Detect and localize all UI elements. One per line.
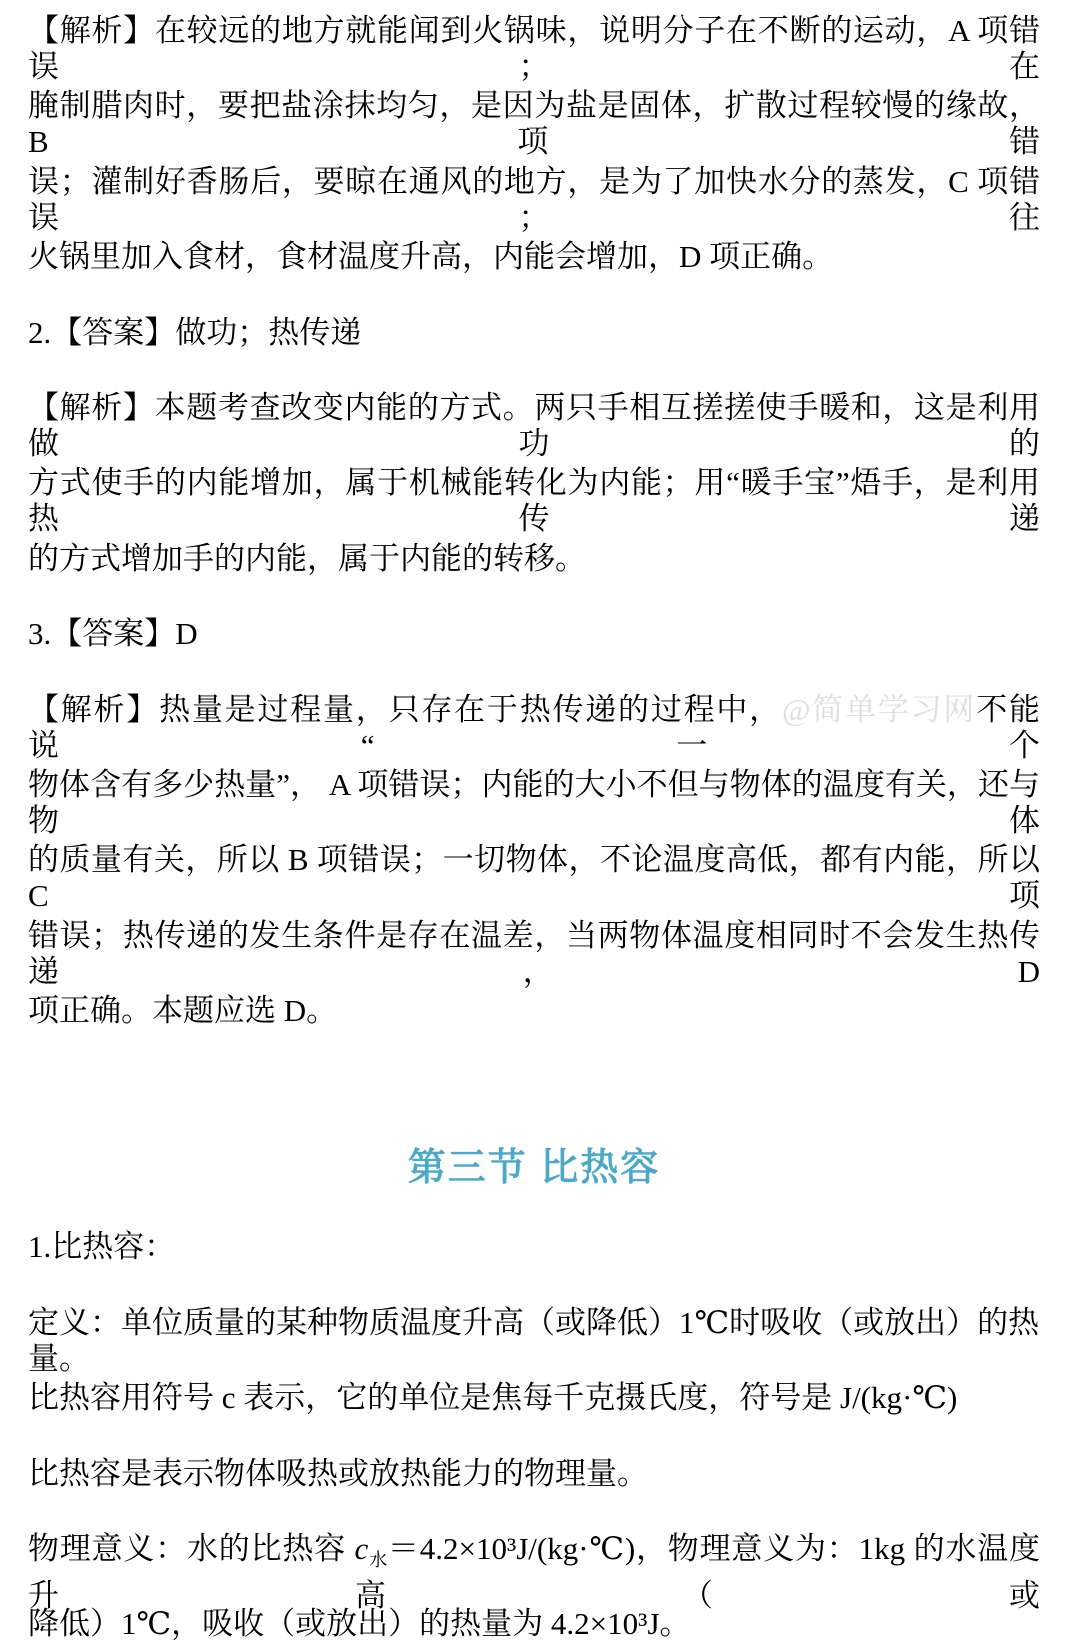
answer-line: 3.【答案】D (28, 616, 198, 652)
variable-subscript: 水 (368, 1550, 388, 1571)
text-line: 项正确。本题应选 D。 (28, 993, 338, 1029)
text-line-with-watermark (28, 692, 1040, 767)
text-segment: 【解析】热量是过程量，只存在于热传递的过程中， (28, 691, 782, 727)
text-line: 比热容是表示物体吸热或放热能力的物理量。 (28, 1455, 648, 1491)
variable-symbol: c (354, 1531, 369, 1567)
text-line: 物体含有多少热量”， A 项错误；内能的大小不但与物体的温度有关，还与物体 (28, 766, 1040, 838)
text-line: 的方式增加手的内能，属于内能的转移。 (28, 540, 586, 576)
text-line: 定义：单位质量的某种物质温度升高（或降低）1℃时吸收（或放出）的热量。 (28, 1304, 1040, 1376)
formula-line (28, 1531, 1041, 1614)
text-line: 【解析】本题考查改变内能的方式。两只手相互搓搓使手暖和，这是利用做功的 (28, 389, 1040, 461)
text-line: 降低）1℃，吸收（或放出）的热量为 4.2×10³J。 (28, 1606, 691, 1642)
text-line: 方式使手的内能增加，属于机械能转化为内能；用“暖手宝”焐手，是利用热传递 (28, 465, 1040, 537)
text-segment: ＝4.2×10³J/(kg·℃)，物理意义为：1kg 的水温度升高（或 (28, 1531, 1041, 1614)
text-line: 【解析】在较远的地方就能闻到火锅味，说明分子在不断的运动，A 项错误；在 (28, 13, 1040, 84)
list-item-heading: 1.比热容： (28, 1229, 176, 1265)
text-line: 火锅里加入食材，食材温度升高，内能会增加，D 项正确。 (28, 239, 834, 275)
text-segment: 物理意义：水的比热容 (28, 1531, 355, 1567)
text-line: 错误；热传递的发生条件是存在温差，当两物体温度相同时不会发生热传递，D (28, 917, 1040, 989)
watermark-text: @简单学习网 (781, 691, 977, 727)
text-line: 误；灌制好香肠后，要晾在通风的地方，是为了加快水分的蒸发，C 项错误；往 (28, 163, 1040, 235)
text-segment: 不能说“一个 (28, 691, 1040, 763)
section-heading: 第三节 比热容 (407, 1147, 661, 1190)
text-line: 的质量有关，所以 B 项错误；一切物体，不论温度高低，都有内能，所以 C 项 (28, 842, 1040, 914)
answer-line: 2.【答案】做功；热传递 (28, 314, 362, 350)
text-line: 比热容用符号 c 表示，它的单位是焦每千克摄氏度，符号是 J/(kg·℃) (28, 1380, 958, 1416)
text-line: 腌制腊肉时，要把盐涂抹均匀，是因为盐是固体，扩散过程较慢的缘故，B 项错 (28, 88, 1040, 160)
